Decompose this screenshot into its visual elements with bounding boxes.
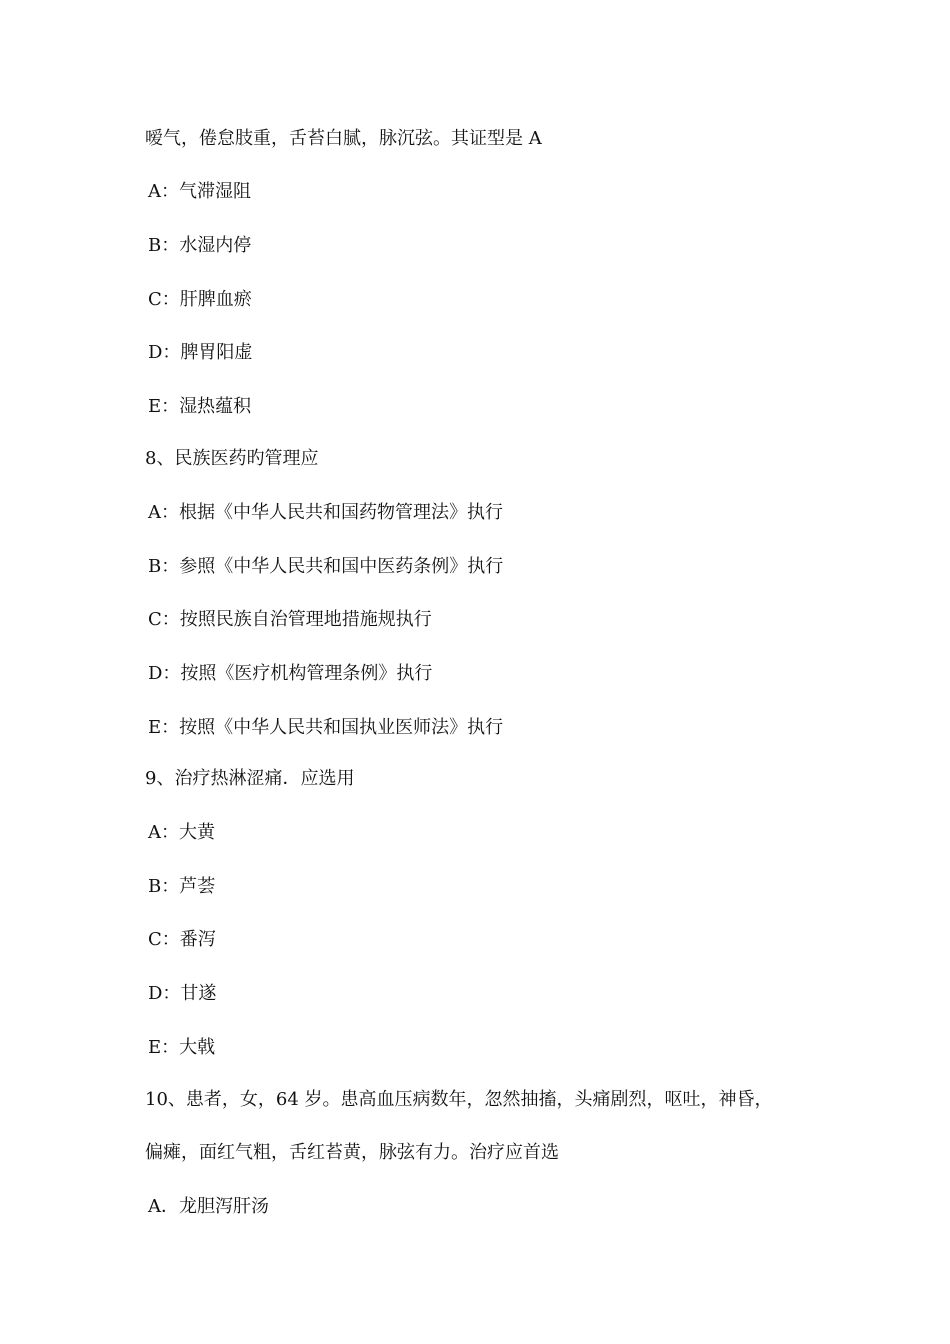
q9-option-c: C：番泻 <box>148 929 216 950</box>
question-10-stem-line-2: 偏瘫，面红气粗，舌红苔黄，脉弦有力。治疗应首选 <box>145 1142 559 1163</box>
q7-option-e: E：湿热蕴积 <box>148 396 252 417</box>
q9-option-e: E：大戟 <box>148 1037 216 1058</box>
q8-option-c: C：按照民族自治管理地措施规执行 <box>148 609 432 630</box>
q10-option-a: A．龙胆泻肝汤 <box>148 1196 269 1217</box>
q9-option-b: B：芦荟 <box>148 876 216 897</box>
q7-option-a: A：气滞湿阻 <box>148 181 251 202</box>
q9-option-a: A：大黄 <box>148 822 215 843</box>
q8-option-d: D：按照《医疗机构管理条例》执行 <box>148 663 433 684</box>
q7-option-d: D：脾胃阳虚 <box>148 342 253 363</box>
q9-option-d: D：甘遂 <box>148 983 217 1004</box>
question-9-stem: 9、治疗热淋涩痛．应选用 <box>145 768 355 789</box>
question-8-stem: 8、民族医药旳管理应 <box>145 448 319 469</box>
q8-option-b: B：参照《中华人民共和国中医药条例》执行 <box>148 556 504 577</box>
question-10-stem-line-1: 10、患者，女，64 岁。患高血压病数年，忽然抽搐，头痛剧烈，呕吐，神昏， <box>145 1089 773 1110</box>
q8-option-e: E：按照《中华人民共和国执业医师法》执行 <box>148 717 504 738</box>
question-7-stem-continued: 嗳气，倦怠肢重，舌苔白腻，脉沉弦。其证型是 A <box>145 128 542 149</box>
q7-option-b: B：水湿内停 <box>148 235 252 256</box>
q8-option-a: A：根据《中华人民共和国药物管理法》执行 <box>148 502 503 523</box>
q7-option-c: C：肝脾血瘀 <box>148 289 252 310</box>
